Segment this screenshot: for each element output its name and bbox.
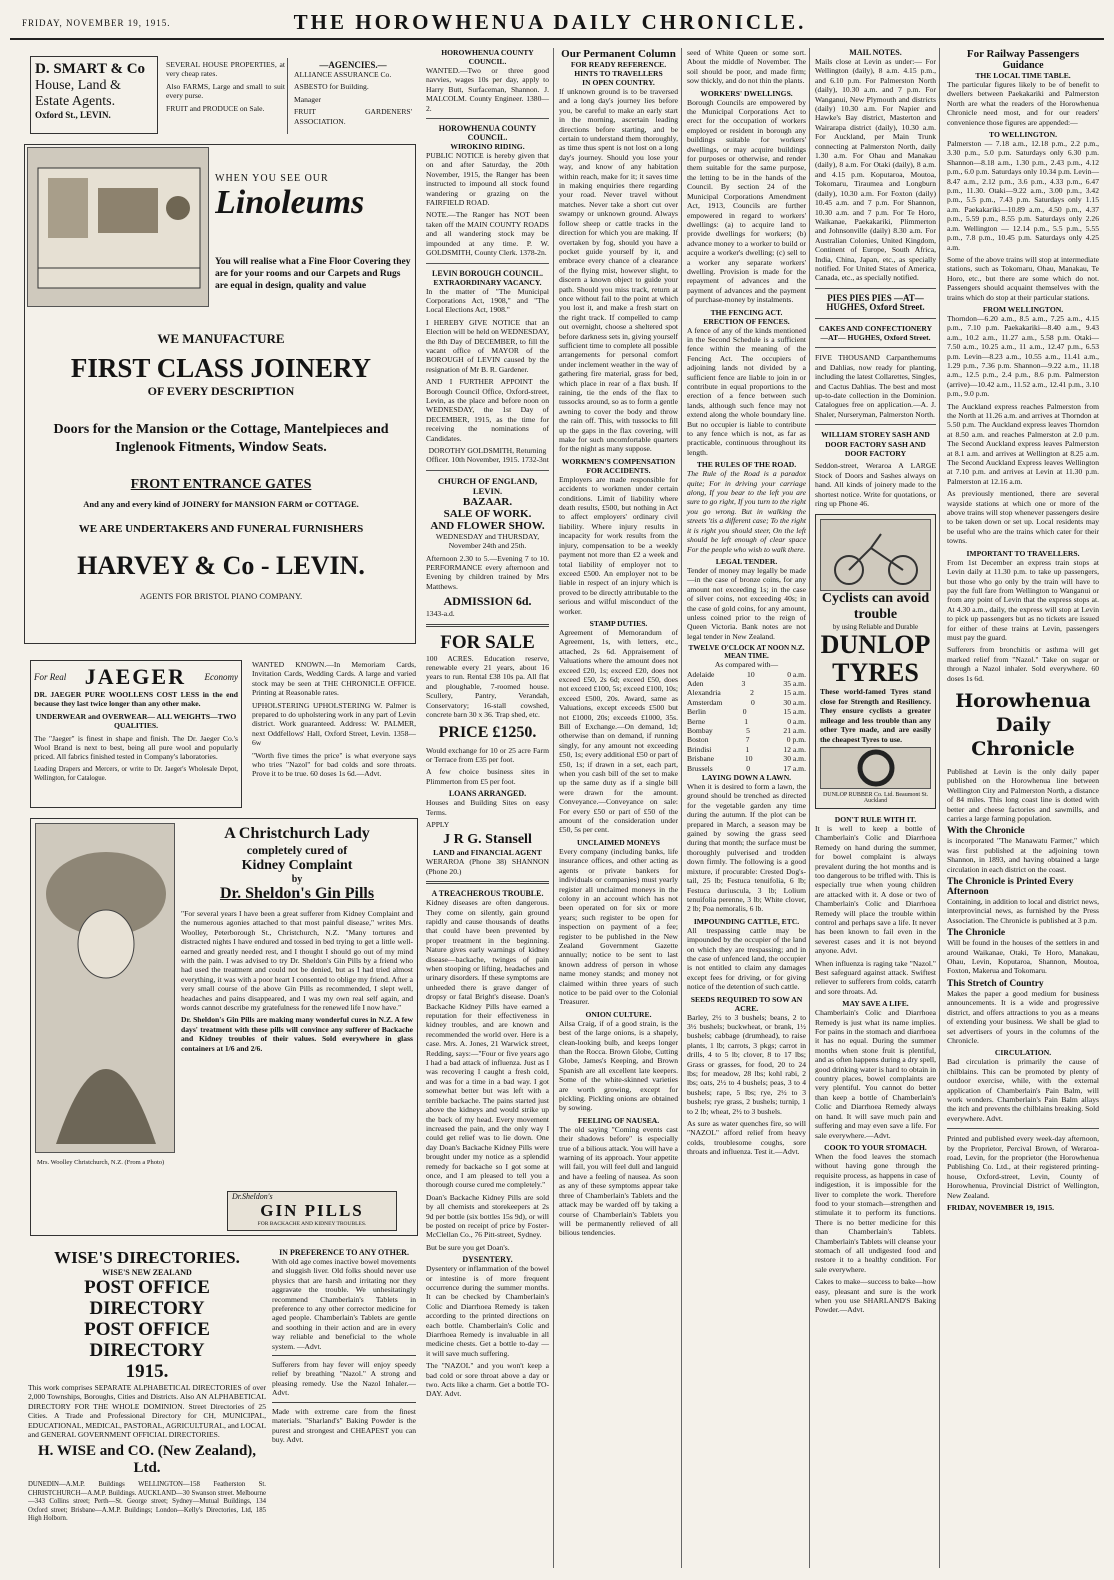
directory-h1: WISE'S DIRECTORIES. — [54, 1248, 240, 1267]
column-body2: Employers are made responsible for accidents to workmen under certain conditions. Limit of liability where death results, £500, but nothing in Act to affect employers' ordinary civil liability. Where injury results in incapacity for work results from the injury, compensation to be a weekly payment not more than £2 a week and total liability of employer not to exceed £500. An employer not to be liable in respect of an injury which is proved to be directly attributable to the serious and wilful misconduct of the worker. — [559, 474, 678, 616]
time-city: Brindisi — [687, 744, 712, 754]
time-city: Brussels — [687, 763, 713, 773]
time-time: 21 a.m. — [783, 726, 806, 735]
church-admission: ADMISSION 6d. — [443, 594, 532, 609]
rule — [272, 1355, 416, 1356]
rail-body12: Will be found in the houses of the settlers in and around Waikanae, Otaki, Te Horo, Manakau, Ohau, Levin, Koputaroa, Shannon, Moutoa, Foxton, Makerua and Tokomaru. — [947, 938, 1099, 976]
church-body: Afternoon 2.30 to 5.—Evening 7 to 10. PERFORMANCE every afternoon and Evening by children trained by Mrs Matthews. — [426, 553, 549, 591]
directory-h4: 1915. — [125, 1361, 169, 1382]
church-no: 1343-a.d. — [426, 609, 455, 619]
mail-body: Mails close at Levin as under:— For Wellington (daily), 8 a.m. 4.15 p.m., and 6.10 p.m. For Palmerston North (daily), 10.30 a.m. and 7 p.m. For Wanganui, New Plymouth and districts (daily) 10.30 a.m. For Napier and Hawke's Bay district, Masterton and Wairarapa district (daily), 10.30 a.m. For Auckland, per Main Trunk connecting at Palmerston North, daily 1.30 a.m. For Ohau and Manakau (daily), 8 a.m. For Otaki (daily), 8 a.m. and 4.15 p.m. Koputaroa, Moutoa, Tokomaru, Tiraumea and Longburn (daily), 10.30 a.m. For Foxton (daily) 10.45 a.m. and 7 p.m. For Shannon, 10.30 a.m. and 7 p.m. For Te Horo, Waikanae, Paekakariki, Plimmerton and Johnsonville (daily) 8.30 a.m. For Australian Colonies, United Kingdom, Continent of Europe, South Africa, India, China, Japan, etc., as specially notified. For United States of America, Canada, etc., as specially notified. — [815, 57, 936, 283]
rail-body14: Bad circulation is primarily the cause of chilblains. This can be promoted by plenty of outdoor exercise, while, with the external application of Chamberlain's Pain Balm, will work wonders. Chamberlain's Pain Balm allays the itch and prevents the chilblains breaking. Sold everywhere. Advt. — [947, 1057, 1099, 1123]
time-city: Boston — [687, 735, 709, 745]
trouble-body4: Dysentery or inflammation of the bowel or intestine is of more frequent occurrence during the summer months. It can be checked by Chamberlain's Colic and Diarrhoea Remedy is taken according to the printed directions on each bottle. Chamberlain's Colic and Diarrhoea Remedy is invaluable in all medicine chests. Get a bottle to-day — it will save much suffering. — [426, 1264, 549, 1358]
agencies-4: FRUIT GARDENERS' ASSOCIATION. — [294, 107, 412, 126]
jaeger-header — [34, 664, 238, 690]
dunlop-sub: by using Reliable and Durable — [832, 623, 919, 632]
column-h3: HINTS TO TRAVELLERS — [574, 69, 663, 78]
time-row — [687, 754, 806, 763]
trouble-body5: The "NAZOL" and you won't keep a bad cold or sore throat above a day or two. Acts like a charm. Get a bottle TO-DAY. Advt. — [426, 1361, 549, 1399]
manufacture: WE MANUFACTURE — [157, 331, 285, 346]
time-hour: 5 — [746, 726, 750, 735]
agencies-3: Manager — [294, 94, 321, 104]
rail-body2: Palmerston — 7.18 a.m., 12.18 p.m., 2.2 p.m., 3.30 p.m., 5.0 p.m. Saturdays only 6.30 p.m. Shannon—8.18 a.m., 1.30 p.m., 2.43 p.m., 4.12 p.m., 6.0 p.m. Saturdays only 10.34 p.m. Levin—8.47 a.m., 2.12 p.m., 3.6 p.m., 4.33 p.m., 6.47 p.m., 11.30. Otaki—9.22 a.m., 3.00 p.m., 3.42 p.m., 5.5 p.m., 7.43 p.m. Saturdays only 1.15 a.m. Paekakariki—10.89 a.m., 4.50 p.m., 4.37 p.m., 5.59 p.m., 8.55 p.m. Saturdays only 2.26 a.m. Wellington — 12.14 p.m., 5.5 p.m., 5.55 p.m., 7.8 p.m., 10.45 p.m. Saturdays only 4.25 a.m. — [947, 139, 1099, 252]
rail-body7: From 1st December an express train stops at Levin daily at 11.30 p.m. to take up passengers, but those who go only by the train will have to pay the full fare from Wellington to Wanganui or from any point of Levin that the express stops at. At 4.30 a.m., daily, the express will stop at Levin to pick up passengers but as no tickets are issued for either of these trains at Levin, passengers must pay the guard. — [947, 557, 1099, 642]
sale-loans: LOANS ARRANGED. — [448, 789, 527, 799]
separator — [426, 118, 549, 119]
cyclist-illustration — [820, 519, 931, 591]
rail-body10: is incorporated "The Manawatu Farmer," which was first published at the adjoining town Shannon, in 1893, and having obtained a large circulation in each district on the coast. — [947, 836, 1099, 874]
agencies-1: ALLIANCE ASSURANCE Co. — [294, 70, 392, 79]
directory-h2: WISE'S NEW ZEALAND — [102, 1268, 192, 1277]
chronicle-masthead — [947, 689, 1099, 761]
smart-name: D. SMART & Co — [35, 61, 146, 77]
trouble-body: Kidney diseases are often dangerous. They come on silently, gain ground rapidly and cause thousands of deaths that could have been prevented by proper treatment in the beginning. Nature gives early warnings of kidney disease—backache, twinges of pain when stooping or lifting, headaches and urinary disorders. If these symptoms are unheeded there is grave danger of dropsy or fatal Bright's disease. Doan's Backache Kidney Pills have earned a reputation for their effectiveness in kidney troubles, and are known and recommended the world over. Here is a case. Mrs. A. Jones, 21 Warwick street, Redding, says:—"Four or five years ago I had a bad attack of influenza. Just as I was recovering I caught a fresh cold, and was for a time in a bad way. I got somewhat better but was left with a terrible backache. The pains started just above the kidneys and would strike up the back of my head. Every movement increased the pain, and the only way I could get relief was to lie down. One day Doan's Backache Kidney Pills were brought under my notice as a splendid remedy for backache so I got some at once, and I am pleased to tell you a thorough course cured me completely." — [426, 898, 549, 1190]
column-6 — [944, 48, 1102, 1568]
time-time: 0 p.m. — [786, 735, 806, 745]
sale-body4: Houses and Building Sites on easy Terms. — [426, 798, 549, 817]
harvey-firm: HARVEY & Co - LEVIN. — [77, 551, 365, 580]
column-body: If unknown ground is to be traversed and a long day's journey lies before you, be careful to make an early start in the morning, ascertain leading directions before starting, and be certain to understand them thoroughly, as time thus spent is not lost on a long day's journey. Should you lose your way, and know of any habitation within reach, make for it; it saves time in making enquiries there regarding your road. Never travel without matches. Never take a short cut over swampy or unknown ground. Always follow sheep or cattle tracks in the direction for which you are making. If overtaken by fog, should you have a pocket guide yourself by it, and embrace every chance of a clearance of the flying mist, however slight, to discern a known object to guide your path. Should you miss track, return at once without fail to the point at which you lost it, and make a fresh start on the right track. If compelled to camp out overnight, choose a sheltered spot before darkness sets in, giving yourself sufficient time to complete all possible arrangements for personal comfort under inclement weather in the way of gathering fire material, grass for bed, which place in rear of a flax bush. If raining, tie the ends of the flax to tussocks around, so as to form a gentle awning to cover the body and throw the rain off. This, with tussocks to fill up the gaps in the flax covering, will make for such uncomfortable quarters for the night as many suppose. — [559, 87, 678, 454]
wanted-c: "Worth five times the price" is what everyone says who tries "Nazol" for bad colds and sore throats. Prove it to be true. 60 doses 1s 6d.—Advt. — [252, 750, 416, 779]
separator — [426, 263, 549, 264]
rail-body11: Containing, in addition to local and district news, interprovincial news, as furnished by the Press Association. The Chronicle is published at 3 p.m. — [947, 897, 1099, 925]
time-city: Alexandria — [687, 688, 721, 698]
time-row — [687, 764, 806, 773]
levin-h: LEVIN BOROUGH COUNCIL. — [432, 268, 543, 278]
mail-powder: Cakes to make—success to bake—how easy, pleasant and sure is the work when you use SHARLAND'S Baking Powder.—Advt. — [815, 1277, 936, 1315]
time-time: 0 a.m. — [787, 716, 806, 726]
rule — [272, 1402, 416, 1403]
seed-body5: Tender of money may legally be made—in the case of bronze coins, for any amount not exceeding 1s; in the case of silver coins, not exceeding 40s; in the case of gold coins, for any amount, unless coined prior to the reign of Queen Victoria. Bank notes are not legal tender in New Zealand. — [687, 565, 806, 641]
smart-address: Oxford St., LEVIN. — [35, 110, 111, 120]
trouble-body3: But be sure you get Doan's. — [426, 1242, 510, 1252]
rail-body4: Thorndon—6.20 a.m., 8.5 a.m., 7.25 a.m., 4.15 p.m., 7.10 p.m. Paekakariki—8.40 a.m., 9.43 a.m., 10.2 a.m., 11.27 a.m., 5.58 p.m. Otaki—7.50 a.m., 10.25 a.m., 11 a.m., 12.47 p.m., 6.53 p.m. Levin—8.23 a.m., 10.55 a.m., 11.41 a.m., 1.29 p.m., 7.36 p.m. Shannon—9.22 a.m., 11.18 a.m., 12.5 p.m., 2.4 p.m., 8.6 p.m. Palmerston (arrive)—10.42 a.m., 11.52 a.m., 12.41 p.m., 3.10 p.m., 9.0 p.m. — [947, 313, 1099, 399]
mail-storey: WILLIAM STOREY SASH AND DOOR FACTORY SASH AND DOOR FACTORY — [821, 430, 930, 459]
masthead — [10, 4, 1104, 40]
sheldon-text — [181, 825, 413, 1056]
rail-h2: Guidance — [1002, 60, 1044, 71]
time-time: 15 a.m. — [783, 707, 806, 717]
rail-body8: Sufferers from bronchitis or asthma will get marked relief from "Nazol." Take on sugar or through a Nazol inhaler. Sold everywhere. 60 doses 1s 6d. — [947, 645, 1099, 683]
time-hour: 0 — [746, 763, 750, 773]
joinery-title: FIRST CLASS JOINERY — [70, 353, 372, 383]
time-row — [687, 688, 806, 697]
separator — [426, 881, 549, 884]
rail-footer: FRIDAY, NOVEMBER 19, 1915. — [947, 1203, 1055, 1212]
rail-body9: Published at Levin is the only daily paper published on the Horowhenua line between Wellington City and Palmerston North, a distance of 84 miles. This long coast line is dotted with better and cheese factories and sawmills, and carries a large farming population. — [947, 766, 1099, 823]
gin-pills-box — [227, 1191, 397, 1231]
rail-body5: The Auckland express reaches Palmerston from the North at 11.26 a.m. and arrives at Thorndon at 5.50 p.m. The Auckland express leaves Thorndon at 8.50 a.m. and reaches Palmerston at 2.0 p.m. The Second Auckland express leaves Palmerston at 8.1 a.m. and arrives at Wellington at 8.25 a.m. The Second Auckland Express leaves Wellington at 7.10 p.m. and arrives at Levin at 11.30 p.m. Palmerston at 12.16 a.m. — [947, 401, 1099, 486]
jaeger-l4: Leading Drapers and Mercers, or write to Dr. Jaeger's Wholesale Depot, Wellington, for Catalogue. — [34, 765, 238, 783]
time-hour: 1 — [744, 716, 749, 726]
undertakers-text: WE ARE UNDERTAKERS AND FUNERAL FURNISHERS — [78, 523, 364, 535]
council-note: NOTE.—The Ranger has NOT been taken off the MAIN COUNTY ROADS and all wandering stock may be impounded at any time. P. W. GOLDSMITH, County Clerk. 1378-2n. — [426, 210, 549, 258]
column-body3: Agreement of Memorandum of Agreement, 1s, with letters, etc., attached, 2s 6d. Appraisement of Valuations where the amount does not exceed £20, 1s; exceed £20, does not exceed £50, 2s 6d; exceed £50, does not exceed £100, 5s; exceed £100, 10s; exceed £500, 20s. Award, same as Valuations, except exceeds £500 but not £1000, 20s; exceeds £1000, 35s. Bill of Exchange.—On demand, 1d; otherwise than on demand, if running singly, for any amount not exceeding £50, 1s; every additional £50 or part of £50, 1s; if drawn in a set, each part, when you cash bill of the set to make up the same duty as if a single bill were drawn for the amount. Conveyance.—Conveyance on sale: For every £50 or part of £50 of the amount of the consideration under £50, 5s per cent. — [559, 627, 678, 835]
sale-h: FOR SALE — [440, 631, 535, 653]
time-row — [687, 735, 806, 744]
rail-h5: FROM WELLINGTON. — [982, 304, 1064, 314]
mail-rule-body: It is well to keep a bottle of Chamberlain's Colic and Diarrhoea Remedy on hand during the summer, for bowel complaint is always prevalent during the hot months and is too dangerous to be trifled with. This is especially true when young children are attacked with it. A dose or two of Chamberlain's Colic and Diarrhoea Remedy will place the trouble within control and perhaps save a life. It never has been known to fail even in the severest cases and it is not beyond anyone. Advt. — [815, 823, 936, 956]
seed-h5: LEGAL TENDER. — [715, 556, 778, 566]
jaeger-name: JAEGER — [84, 664, 186, 689]
rail-h7: With the Chronicle — [947, 826, 1025, 837]
column-5 — [812, 48, 940, 1568]
linoleum-body: You will realise what a Fine Floor Covering they are for your rooms and our Carpets and Rugs are equal in design, quality and value — [215, 257, 411, 291]
levin-body2: I HEREBY GIVE NOTICE that an Election will be held on WEDNESDAY, the 8th Day of DECEMBER, to fill the vacant office of MAYOR of the BOROUGH of LEVIN caused by the resignation of Mr B. R. Gardener. — [426, 317, 549, 374]
dunlop-ad — [815, 514, 936, 808]
directory-firm: H. WISE and CO. (New Zealand), Ltd. — [37, 1443, 257, 1477]
column-body4: Every company (including banks, life insurance offices, and other acting as agents or private bankers for individuals or companies) must yearly register all unclaimed moneys in the colony in an account which has not been operated on for six or more years; such register to be open for inspection on payment of a fee; register to be published in the New Zealand Government Gazette annually; notice to be sent to last known address of person in whose name money stands; and money not claimed within three years of such notice to be paid over to the Colonial Treasurer. — [559, 846, 678, 1007]
properties-2: Also FARMS, Large and small to suit every purse. — [166, 81, 285, 101]
column-4 — [684, 48, 810, 1568]
time-city: Bombay — [687, 726, 713, 735]
rail-h3: THE LOCAL TIME TABLE. — [975, 71, 1071, 80]
sale-agent2: LAND and FINANCIAL AGENT — [433, 848, 542, 858]
seed-h6: TWELVE O'CLOCK AT NOON N.Z. MEAN TIME. — [688, 644, 805, 661]
directory-h3b: POST OFFICE DIRECTORY — [84, 1319, 210, 1361]
sheldon-h5: Dr. Sheldon's Gin Pills — [219, 885, 375, 902]
time-hour: 3 — [741, 678, 746, 688]
jaeger-l1: DR. JAEGER PURE WOOLLENS COST LESS in the end because they last twice longer than any other make. — [34, 690, 238, 709]
every-description: OF EVERY DESCRIPTION — [147, 384, 295, 398]
column-body6: The old saying "Coming events cast their shadows before" is especially true of a bilious attack. You will have a warning of its approach. Your appetite will fail, you will feel dull and languid and have a feeling of nausea. As soon as any of these symptoms appear take three of Chamberlain's Tablets and the attack may be warded off by taking a course of Chamberlain's Tablets you will be permanently relieved of all bilious tendencies. — [559, 1124, 678, 1238]
properties-3: FRUIT and PRODUCE on Sale. — [166, 103, 265, 113]
rail-body13: Makes the paper a good medium for business announcements. It is a wide and progressive district, and offers attractions to you as a means of extending your business. We shall be glad to set advertisers of yours in the columns of the Chronicle. — [947, 988, 1099, 1045]
rail-h11: CIRCULATION. — [994, 1048, 1052, 1058]
rail-h: For Railway Passengers — [966, 48, 1080, 60]
linoleum-block — [215, 173, 411, 292]
smart-line2: Estate Agents. — [35, 94, 116, 109]
jaeger-right: Economy — [204, 672, 238, 682]
time-hour: 2 — [750, 688, 754, 698]
rail-h9: The Chronicle — [947, 928, 1006, 939]
mail-h: MAIL NOTES. — [849, 48, 902, 57]
mail-influenza: When influenza is raging take "Nazol." Best safeguard against attack. Swiftest reliever to sufferers from colds, catarrh and sore throats. Ad. — [815, 958, 936, 996]
seed-h8: IMPOUNDING CATTLE, ETC. — [693, 916, 800, 926]
prefer-b2: Sufferers from hay fever will enjoy speedy relief by breathing "Nazol." A strong and pleasing remedy. Use the Nazol Inhaler.—Advt. — [272, 1360, 416, 1398]
seed-body: seed of White Queen or some sort. About the middle of November. The soil should be poor, and made firm; sow thickly, and do not thin the plants. — [687, 48, 806, 86]
separator — [426, 624, 549, 627]
column-h9: FEELING OF NAUSEA. — [577, 1115, 660, 1125]
column-h5: WORKMEN'S COMPENSATION FOR ACCIDENTS. — [561, 456, 676, 475]
time-hour: 0 — [751, 697, 755, 707]
chronicle-line2: Daily — [995, 713, 1051, 736]
furniture-illustration — [27, 147, 209, 307]
separator — [815, 424, 936, 425]
sale-body3: A few choice business sites in Plimmerton from £5 per foot. — [426, 767, 549, 786]
rail-h6: IMPORTANT TO TRAVELLERS. — [966, 548, 1080, 558]
separator — [815, 347, 936, 348]
seed-h9: SEEDS REQUIRED TO SOW AN ACRE. — [690, 994, 803, 1013]
time-hour: 10 — [747, 669, 755, 679]
sale-body2: Would exchange for 10 or 25 acre Farm or Terrace from £35 per foot. — [426, 745, 549, 764]
time-time: 12 a.m. — [783, 744, 806, 754]
council-h2: HOROWHENUA COUNTY COUNCIL. — [438, 124, 537, 143]
directory-addr: DUNEDIN—A.M.P. Buildings WELLINGTON—158 Featherston St. CHRISTCHURCH—A.M.P. Buildings. AUCKLAND—30 Swanson street. Melbourne—343 Collins street; Perth—St. George street; Sydney—Mutual Buildings, 134 Oxford street; Brisbane—A.M.P. Buildings; London—Kelly's Directories, Ltd, 185 High Holborn. — [28, 1481, 266, 1523]
jaeger-l3: The "Jaeger" is finest in shape and finish. The Dr. Jaeger Co.'s Wool Brand is next to best, being all pure wool and popularly priced. All fabrics finished tested in Company's laboratories. — [34, 733, 238, 762]
sheldon-h2: completely cured of — [246, 843, 348, 857]
column-body5: Ailsa Craig, if of a good strain, is the best of the large onions, is a shapely, clean-looking bulb, and keeps longer than the Rocca. Brown Globe, Cutting Globe, James's Keeping, and Brown Spanish are all excellent late keepers. Some of the white-skinned varieties are worth growing, except for pickling. Pickling onions are obtained by sowing. — [559, 1018, 678, 1113]
sale-apply: APPLY — [426, 819, 450, 829]
seed-body4: The Rule of the Road is a paradox quite; For in driving your carriage along, If you bear to the left you are sure to go right, If you turn to the right you go wrong. But in walking the streets 'tis a different case; To the right it is right you should steer, On the left should be left enough of clear space For the people who wish to walk there. — [687, 469, 806, 554]
time-time: 35 a.m. — [783, 678, 806, 688]
mail-rule: DON'T RULE WITH IT. — [834, 814, 917, 824]
rail-body3: Some of the above trains will stop at intermediate stations, such as Tokomaru, Ohau, Manakau, Te Horo, etc., but there are some which do not. Passengers should acquaint themselves with the trains which do stop at their particular stations. — [947, 254, 1099, 302]
chronicle-line1: Horowhenua — [955, 689, 1091, 712]
sheldon-h3: Kidney Complaint — [241, 858, 353, 873]
levin-h2: EXTRAORDINARY VACANCY. — [433, 277, 542, 287]
seed-body8: Barley, 2½ to 3 bushels; beans, 2 to 3½ bushels; buckwheat, or brank, 1½ bushels; cabbage (drumhead), to raise plants, 1 lb; carrots, 3 pkgs; carrot in drills, 4 to 5 lb; clover, 8 to 17 lbs; Grass or grasses, for food, 20 to 24 lbs; for meadow, 28 lbs; kohl rabi, 2 lbs; oats, 2½ to 4 bushels; peas, 3 to 4 bushels; rape, 5 lbs; rye, 2½ to 3 bushels; rye grass, 2 bushels; turnip, 1 to 2 lb; wheat, 2½ to 3 bushels. — [687, 1012, 806, 1116]
prefer-b3: Made with extreme care from the finest materials. "Sharland's" Baking Powder is the purest and strongest and CHEAPEST you can buy. Advt. — [272, 1406, 416, 1444]
mail-cakes: CAKES AND CONFECTIONERY —AT— HUGHES, Oxford Street. — [818, 323, 933, 342]
sale-phones: WERAROA (Phone 38) SHANNON (Phone 20.) — [426, 857, 549, 876]
column-h2: FOR READY REFERENCE. — [570, 60, 667, 69]
church-flower: AND FLOWER SHOW. — [430, 519, 545, 532]
column-h4: IN OPEN COUNTRY. — [582, 78, 655, 87]
tyre-icon — [821, 748, 931, 788]
jaeger-l2: UNDERWEAR and OVERWEAR— ALL WEIGHTS—TWO QUALITIES. — [35, 711, 237, 731]
time-time: 15 a.m. — [783, 688, 806, 698]
jaeger-ad — [30, 660, 242, 808]
council-notice: PUBLIC NOTICE is hereby given that on and after Saturday, the 20th November, 1915, the Ranger has been instructed to impound all stock found wandering or grazing on the FAIRFIELD ROAD. — [426, 151, 549, 208]
agencies-ad — [292, 58, 414, 134]
time-time: 30 a.m. — [783, 754, 806, 764]
mail-storey2: Seddon-street, Weraroa A LARGE Stock of Doors and Sashes always on hand. All kinds of joinery made to the shortest notice. Write for quotations, or ring up Phone 46. — [815, 461, 936, 509]
separator — [815, 318, 936, 319]
linoleum-title: Linoleums — [215, 184, 365, 221]
dunlop-foot: DUNLOP RUBBER Co. Ltd. Beaumont St. Auckland — [822, 791, 929, 804]
rail-body: The particular figures likely to be of benefit to dwellers between Paekakariki and Palmerston North are what the readers of the Horowhenua Chronicle need most, and for our readers' convenience those figures are appended:— — [947, 80, 1099, 127]
time-row — [687, 679, 806, 688]
harvey-ad — [24, 144, 416, 644]
dunlop-head: Cyclists can avoid trouble — [821, 591, 930, 623]
time-city: Brisbane — [687, 754, 714, 764]
seed-h7: LAYING DOWN A LAWN. — [701, 773, 792, 783]
time-city: Berne — [687, 716, 706, 726]
trouble-body2: Doan's Backache Kidney Pills are sold by all chemists and storekeepers at 2s 9d per bottle (six bottles 15s 9d), or will be posted on receipt of price by Foster-McClellan Co., 76 Pitt-street, Sydney. — [426, 1192, 549, 1240]
council-riding: WIROKINO RIDING. — [450, 142, 525, 152]
column-h: Our Permanent Column — [561, 48, 676, 60]
time-hour: 7 — [745, 735, 750, 745]
portrait-icon — [36, 824, 175, 1153]
seed-body6: When it is desired to form a lawn, the ground should be trenched as directed for the vegetable garden any time during the autumn. If the plot can be prepared in March, a season may be gained by sowing the grass seed during that month; the surface must be thoroughly pulverised and trodden down firmly. The following is a good mixture, if procurable: Crested Dog's-tail, 25 lb; Festuca tenuifolia, 6 lb; Festuca duriuscula, 3 lb; Lolium tenuifolia perenne, 3 lb; White clover, 2 lb; Poa nemoralis, 6 lb. — [687, 782, 806, 914]
council-wanted: WANTED.—Two or three good navvies, wages 10s per day, apply to Harry Butt, Surfaceman, Shannon. J. MALCOLM. County Engineer. 1380—2. — [426, 66, 549, 113]
bicycle-icon — [821, 520, 931, 590]
any-kind-text: And any and every kind of JOINERY for MANSION FARM or COTTAGE. — [83, 499, 359, 509]
prefer-body: With old age comes inactive bowel movements and sluggish liver. Old folks should never use physics that are harsh and irritating nor they aggravate the trouble. We unhesitatingly recommend Chamberlain's Tablets in preference to any other corrector medicine for aged people. Chamberlain's Tablets are gentle and soothing in their action and are in every way reliable and beneficial to the whole system. —Advt. — [272, 1257, 416, 1351]
smart-ad — [30, 56, 158, 134]
masthead-date: FRIDAY, NOVEMBER 19, 1915. — [22, 18, 171, 28]
sheldon-h1: A Christchurch Lady — [224, 825, 370, 842]
levin-body3: AND I FURTHER APPOINT the Borough Council Office, Oxford-street, Levin, as the place and before noon on WEDNESDAY, the 1st Day of DECEMBER, 1915, as the time for receiving the nominations of Candidates. — [426, 377, 549, 443]
wanted-b: UPHOLSTERING UPHOLSTERING W. Palmer is prepared to do upholstering work in any part of Levin district. Work guaranteed. Address: W. PALMER, next Oddfellows' Hall, Oxford Street, Levin. 1358—6w — [252, 700, 416, 748]
directory-ad — [28, 1248, 266, 1566]
separator — [426, 470, 549, 471]
bristol-agents: AGENTS FOR BRISTOL PIANO COMPANY. — [139, 591, 303, 601]
time-row — [687, 707, 806, 716]
joinery-block — [31, 331, 411, 601]
sheldon-ad — [30, 818, 418, 1236]
masthead-title: THE HOROWHENUA DAILY CHRONICLE. — [293, 10, 807, 34]
church-sale: SALE OF WORK. — [443, 507, 532, 520]
seed-h6b: As compared with— — [714, 660, 779, 670]
directory-h3: POST OFFICE DIRECTORY — [84, 1277, 210, 1319]
time-city: Amsterdam — [687, 697, 723, 707]
time-row — [687, 717, 806, 726]
mail-stomach: COOK TO YOUR STOMACH. — [824, 1142, 927, 1152]
sale-price: PRICE £1250. — [438, 723, 537, 741]
sheldon-body2: Dr. Sheldon's Gin Pills are making many wonderful cures in N.Z. A few days' treatment with these pills will convince any sufferer of Backache and Kidney troubles of their values. Sold everywhere in glass containers at 1/6 and 2/6. — [181, 1015, 413, 1053]
levin-sign: DOROTHY GOLDSMITH, Returning Officer. 10th November, 1915. 1732-3nt — [426, 446, 549, 465]
prefer-h: IN PREFERENCE TO ANY OTHER. — [279, 1248, 409, 1257]
time-hour: 10 — [744, 754, 753, 764]
column-h8: ONION CULTURE. — [585, 1009, 652, 1019]
seed-h4: THE RULES OF THE ROAD. — [696, 460, 797, 470]
mail-life: MAY SAVE A LIFE. — [842, 999, 909, 1009]
agencies-2: ASBESTO for Building. — [294, 82, 369, 92]
portrait-caption: Mrs. Woolley Christchurch, N.Z. (From a Photo) — [37, 1159, 165, 1166]
mail-bulbs: FIVE THOUSAND Carpanthemums and Dahlias, now ready for planting, including the latest Collarettes, Singles, and Cactus Dahlias. The best and most up-to-date collection in the Dominion. Catalogues free on application.—A. J. Shaler, Nurseryman, Palmerston North. — [815, 353, 936, 419]
seed-body9: As sure as water quenches fire, so will "NAZOL" afford relief from heavy colds, troublesome coughs, sore throats and influenza. Test it.—Advt. — [687, 1119, 806, 1157]
time-row — [687, 726, 806, 735]
seed-body7: All trespassing cattle may be impounded by the occupier of the land on which they are trespassing; and in the case of unfenced land, the occupier is not entitled to claim any damages except fees for driving, or for giving notice of the detention of such cattle. — [687, 925, 806, 992]
properties-1: SEVERAL HOUSE PROPERTIES, at very cheap rates. — [166, 60, 285, 79]
linoleum-lead: WHEN YOU SEE OUR — [215, 173, 329, 184]
properties-ad — [164, 58, 288, 134]
time-row — [687, 698, 806, 707]
wanted-ads — [252, 660, 416, 808]
rail-h4: TO WELLINGTON. — [989, 130, 1057, 140]
time-time: 0 a.m. — [787, 669, 806, 679]
rail-body6: As previously mentioned, there are several wayside stations at which one or more of the above trains will stop whenever passengers desire to be taken down or set up. Local residents may be useful who are the trains which cater for their towns. — [947, 489, 1099, 546]
chronicle-line3: Chronicle — [971, 737, 1075, 760]
trouble-h: A TREACHEROUS TROUBLE. — [431, 889, 544, 899]
separator — [947, 1128, 1099, 1129]
time-city: Aden — [687, 678, 704, 688]
sheldon-h4: by — [291, 874, 303, 885]
mail-pies: PIES PIES PIES —AT— HUGHES, Oxford Street. — [826, 292, 925, 313]
church-bazaar: BAZAAR. — [462, 495, 513, 508]
seed-h2: THE FENCING ACT. — [710, 307, 783, 317]
smart-line1: House, Land & — [35, 78, 121, 93]
mail-life-body: Chamberlain's Colic and Diarrhoea Remedy is just what its name implies. For pains in the stomach and diarrhoea it has no equal. During the summer months when stone fruit is plentiful, and as often happens during a dry spell, good drinking water is hard to obtain in country places, bowel complaints are very plentiful. You cannot do better than keep a bottle of Chamberlain's Colic and Diarrhoea Remedy always on hand. It will save much pain and suffering and may even save a life. For sale everywhere.—Advt. — [815, 1008, 936, 1140]
seed-h3: ERECTION OF FENCES. — [703, 316, 790, 326]
gin-pills-box-sub: FOR BACKACHE AND KIDNEY TROUBLES. — [257, 1221, 367, 1227]
sale-body: 100 ACRES. Education reserve, renewable every 21 years, about 16 years to run. Rental £38 10s pa. All flat and ploughable, 7-roomed house. Scullery, Pantry, Verandah, Conservatory; 16-stall cowshed, concrete barn 30 x 36. Trap shed, etc. — [426, 653, 549, 720]
council-h: HOROWHENUA COUNTY COUNCIL. — [441, 48, 534, 66]
sale-agent: J R G. Stansell — [443, 832, 532, 848]
rail-imprint: Printed and published every week-day afternoon, by the Proprietor, Percival Brown, of Weraroa-road, Levin, for the proprietor (the Horowhenua Publishing Co. Ltd., at their registered printing-house, Oxford-street, Levin, County of Horowhenua, Provincial District of Wellington, New Zealand. — [947, 1134, 1099, 1200]
column-h7: UNCLAIMED MONEYS — [577, 837, 660, 847]
dunlop-name: DUNLOP TYRES — [820, 630, 931, 688]
time-hour: 0 — [742, 707, 747, 717]
seed-h: WORKERS' DWELLINGS. — [700, 88, 793, 98]
column-h6: STAMP DUTIES. — [589, 618, 648, 628]
column-2 — [422, 48, 554, 1568]
dunlop-body: These world-famed Tyres stand close for Strength and Resiliency. They ensure cyclists a greater mileage and less trouble than any other Tyre made, and are easily the cheapest Tyres to use. — [820, 687, 931, 744]
room-illustration-icon — [28, 148, 209, 307]
prefer-ad — [272, 1248, 416, 1566]
doors-text: Doors for the Mansion or the Cottage, Mantelpieces and Inglenook Fitments, Window Seats. — [53, 422, 389, 455]
time-city: Berlin — [687, 707, 706, 717]
lady-portrait — [35, 823, 175, 1153]
tyre-illustration — [820, 747, 931, 789]
separator — [815, 288, 936, 289]
church-h: CHURCH OF ENGLAND, LEVIN. — [437, 475, 538, 496]
time-city: Adelaide — [687, 669, 715, 679]
gin-pills-box-top: Dr.Sheldon's — [232, 1192, 273, 1201]
agencies-title: —AGENCIES.— — [319, 60, 387, 70]
mail-stomach-body: When the food leaves the stomach without having gone through the requisite process, as happens in case of indigestion, it is impossible for the liver to complete the work. Therefore food to your stomach—strengthen and stimulate it to perform its functions. There is no better medicine for this than Chamberlain's Tablets. Chamberlain's Tablets will cleanse your stomach of all undigested food and restore it to a healthy condition. For sale everywhere. — [815, 1151, 936, 1274]
time-time: 30 a.m. — [783, 697, 806, 707]
sheldon-body: "For several years I have been a great sufferer from Kidney Complaint and the numerous agonies attached to that most painful disease," writes Mrs. Woolley, Peterborough St., Christchurch, N.Z. "Many tortures and distracted nights I have endured and tossed in bed trying to get a little well-earned and greatly needed rest, and I thought I should go out of my mind with the pain. I was advised to try Dr. Sheldon's Gin Pills by a friend who had used the treatment and could not be denied, but as I had tried almost everything, it was with a poor heart I consented to oblige my friend. After a very small course of the above Gin Pills as recommended, I slept well, headaches and pains disappeared, and I was my own real self again, and words cannot describe my gratefulness for the renewed life I now have." — [181, 909, 413, 1013]
seed-body2: Borough Councils are empowered by the Municipal Corporations Act to erect for the occupation of workers employed or resident in borough any buildings suitable for workers' dwellings, or may acquire buildings for purposes or otherwise, and render them suitable for the same purpose, the letting to be in the hands of the Council. By section 24 of the Municipal Corporations Amendment Act, 1913, Councils are further empowered in regard to workers' dwellings: (a) to acquire land to provide dwellings for workers; (b) advance money to a worker to build or acquire a worker's dwelling; (c) sell to a worker any separate workers' dwelling. Provision is made for the repayment of advances and the payment of advances and the payment of purchase-money by instalments. — [687, 97, 806, 305]
seed-body3: A fence of any of the kinds mentioned in the Second Schedule is a sufficient fence within the meaning of the Fencing Act. The occupiers of adjoining lands not divided by a sufficient fence are liable to join in or contribute in equal proportions to the erection of a fence between such lands, although such fence may not extend along the whole boundary line. But no occupier is liable to contribute to any fence which is not, as far as practicable, continuous throughout its length. — [687, 325, 806, 457]
wanted-a: WANTED KNOWN.—In Memoriam Cards, Invitation Cards, Wedding Cards. A large and varied stock may be seen at THE CHRONICLE OFFICE. Printing at Reasonable rates. — [252, 660, 416, 698]
rail-h8: The Chronicle is Printed Every Afternoon — [947, 877, 1074, 898]
time-time: 17 a.m. — [783, 763, 806, 773]
column-3 — [556, 48, 682, 1568]
levin-body: In the matter of "The Municipal Corporations Act, 1908," and "The Local Elections Act, 1908." — [426, 286, 549, 315]
time-row — [687, 670, 806, 679]
rail-h10: This Stretch of Country — [947, 978, 1044, 989]
time-table — [687, 670, 806, 773]
gates-text: FRONT ENTRANCE GATES — [130, 477, 312, 492]
time-row — [687, 745, 806, 754]
directory-body: This work comprises SEPARATE ALPHABETICAL DIRECTORIES of over 2,000 Townships, Boroughs, Cities and Districts. Also AN ALPHABETICAL DIRECTORY FOR THE WHOLE DOMINION. Street Directories of 25 Cities. A Trade and Professional Directory for CH, MUNICIPAL, EDUCATIONAL, MEDICAL, PASTORAL, AGRICULTURAL, and LOCAL and GENERAL GOVERNMENT OFFICIAL DIRECTORIES. — [28, 1383, 266, 1440]
church-dates: WEDNESDAY and THURSDAY, November 24th and 25th. — [435, 531, 540, 551]
jaeger-left: For Real — [34, 672, 67, 682]
time-hour: 1 — [745, 744, 750, 754]
gin-pills-box-name: GIN PILLS — [260, 1201, 364, 1220]
trouble-dys: DYSENTERY. — [462, 1255, 513, 1265]
